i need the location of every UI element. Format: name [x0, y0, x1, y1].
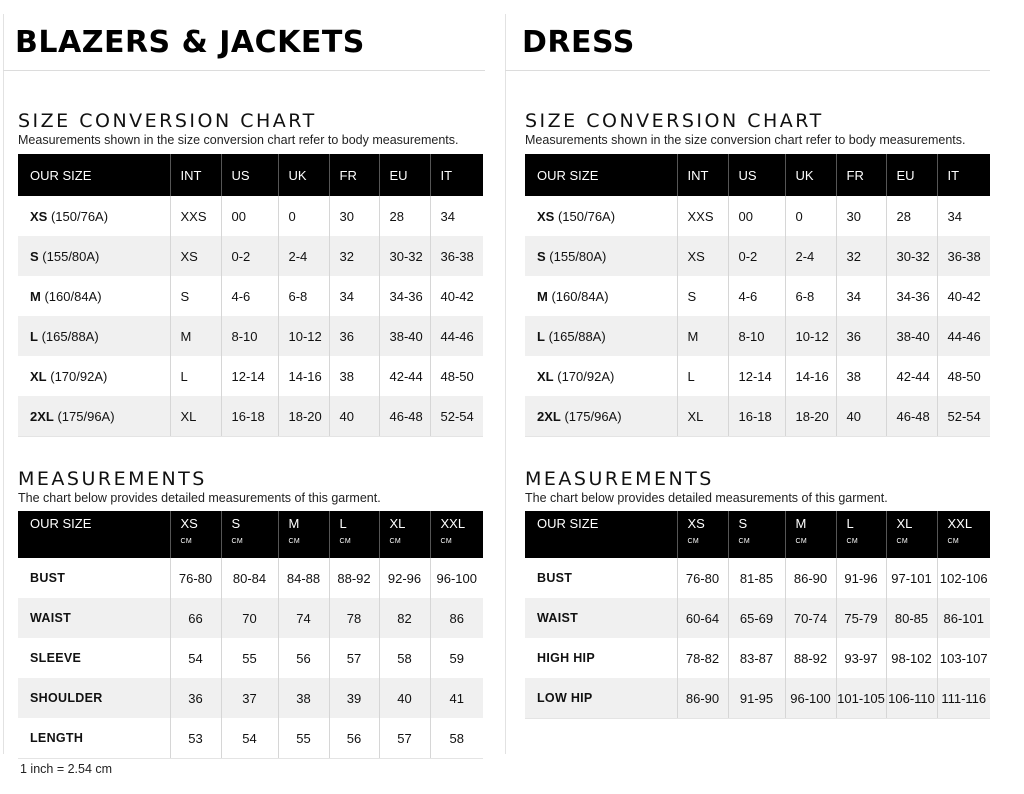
- row-label: WAIST: [18, 598, 170, 638]
- size-label: L: [30, 328, 38, 344]
- table-row: [18, 276, 483, 316]
- column-header: IT: [430, 154, 483, 196]
- table-cell: 48-50: [937, 356, 990, 396]
- body-measure: (155/80A): [42, 248, 100, 264]
- size-cell: [18, 196, 170, 236]
- size-label: XS: [537, 208, 555, 224]
- table-cell: XL: [677, 396, 728, 437]
- body-measure: (150/76A): [557, 208, 616, 224]
- table-cell: 56: [278, 638, 329, 678]
- size-label: XL: [537, 368, 554, 384]
- table-cell: 30: [836, 196, 886, 236]
- table-row: [18, 598, 483, 638]
- table-cell: 37: [221, 678, 278, 718]
- table-cell: L: [170, 356, 221, 396]
- size-conversion-title: SIZE CONVERSION CHART: [525, 110, 824, 132]
- table-cell: 40-42: [937, 276, 990, 316]
- column-header: OUR SIZE: [525, 154, 677, 196]
- table-cell: 111-116: [937, 678, 990, 719]
- size-cell: [525, 236, 677, 276]
- row-label: LENGTH: [18, 718, 170, 759]
- table-cell: 91-95: [728, 678, 785, 719]
- table-cell: XL: [170, 396, 221, 437]
- table-cell: 54: [221, 718, 278, 759]
- table-row: [525, 316, 990, 356]
- table-cell: 40: [379, 678, 430, 718]
- table-cell: 48-50: [430, 356, 483, 396]
- table-cell: 0-2: [728, 236, 785, 276]
- row-label: SLEEVE: [30, 651, 82, 665]
- unit-label: CM: [846, 538, 858, 545]
- dress-panel: [521, 0, 991, 794]
- column-header: INT: [677, 154, 728, 196]
- table-cell: S: [677, 276, 728, 316]
- table-cell: 52-54: [937, 396, 990, 437]
- table-cell: 10-12: [785, 316, 836, 356]
- unit-label: CM: [687, 538, 699, 545]
- unit-label: CM: [896, 538, 908, 545]
- table-header-row: [18, 511, 483, 558]
- unit-label: CM: [339, 538, 351, 545]
- size-label: 2XL: [30, 408, 54, 424]
- blazers-jackets-panel: [14, 0, 484, 794]
- size-label: M: [537, 288, 548, 304]
- unit-label: CM: [389, 538, 401, 545]
- size-label: L: [537, 328, 545, 344]
- table-cell: 88-92: [785, 638, 836, 678]
- size-label: S: [537, 248, 546, 264]
- table-cell: M: [170, 316, 221, 356]
- table-cell: 102-106: [937, 558, 990, 598]
- table-cell: 36: [329, 316, 379, 356]
- column-header: FR: [836, 154, 886, 196]
- size-cell: [525, 196, 677, 236]
- table-cell: 34-36: [379, 276, 430, 316]
- table-cell: 38-40: [379, 316, 430, 356]
- table-cell: 42-44: [886, 356, 937, 396]
- size-cell: [18, 356, 170, 396]
- body-measure: (175/96A): [564, 408, 622, 424]
- table-header-row: [525, 154, 990, 196]
- table-cell: 58: [379, 638, 430, 678]
- unit-label: CM: [180, 538, 192, 545]
- table-cell: M: [677, 316, 728, 356]
- table-cell: 56: [329, 718, 379, 759]
- table-cell: 34: [329, 276, 379, 316]
- column-header: XS CM: [677, 511, 728, 558]
- table-cell: XXS: [677, 196, 728, 236]
- column-header: UK: [278, 154, 329, 196]
- column-header: OUR SIZE: [18, 511, 170, 558]
- column-header: EU: [379, 154, 430, 196]
- measurements-table: [525, 511, 990, 719]
- table-row: [525, 236, 990, 276]
- table-cell: XXS: [170, 196, 221, 236]
- left-panel-divider: [3, 14, 4, 754]
- table-cell: 88-92: [329, 558, 379, 598]
- table-cell: 40: [836, 396, 886, 437]
- column-header: M CM: [278, 511, 329, 558]
- column-header: UK: [785, 154, 836, 196]
- size-cell: [525, 396, 677, 437]
- body-measure: (175/96A): [57, 408, 115, 424]
- table-cell: 93-97: [836, 638, 886, 678]
- table-row: [525, 638, 990, 678]
- table-cell: 76-80: [170, 558, 221, 598]
- table-cell: 34: [430, 196, 483, 236]
- table-cell: 30-32: [379, 236, 430, 276]
- table-row: [18, 396, 483, 437]
- table-row: [525, 396, 990, 437]
- table-cell: 0-2: [221, 236, 278, 276]
- table-cell: 12-14: [728, 356, 785, 396]
- table-cell: 40-42: [430, 276, 483, 316]
- unit-label: CM: [738, 538, 750, 545]
- table-row: [525, 356, 990, 396]
- table-row: [18, 638, 483, 678]
- table-cell: 18-20: [785, 396, 836, 437]
- column-header: XL CM: [886, 511, 937, 558]
- table-cell: 70: [221, 598, 278, 638]
- column-header: M CM: [785, 511, 836, 558]
- table-cell: 34: [937, 196, 990, 236]
- row-label: BUST: [30, 571, 66, 585]
- row-label: BUST: [537, 571, 573, 585]
- table-cell: 58: [430, 718, 483, 759]
- table-cell: L: [677, 356, 728, 396]
- table-cell: 14-16: [785, 356, 836, 396]
- panel-title: DRESS: [522, 25, 635, 60]
- table-header-row: [18, 154, 483, 196]
- size-label: M: [30, 288, 41, 304]
- size-conversion-subtitle: Measurements shown in the size conversion chart refer to body measurements.: [18, 133, 459, 147]
- table-cell: 86-90: [785, 558, 836, 598]
- table-cell: 55: [278, 718, 329, 759]
- table-cell: 55: [221, 638, 278, 678]
- table-cell: 86-90: [677, 678, 728, 719]
- table-row: [18, 236, 483, 276]
- table-cell: 84-88: [278, 558, 329, 598]
- column-header: L CM: [329, 511, 379, 558]
- table-row: [525, 678, 990, 719]
- table-cell: 36-38: [430, 236, 483, 276]
- table-cell: 38: [329, 356, 379, 396]
- body-measure: (165/88A): [41, 328, 99, 344]
- table-cell: 103-107: [937, 638, 990, 678]
- table-cell: 41: [430, 678, 483, 718]
- column-header: OUR SIZE: [18, 154, 170, 196]
- panel-title: BLAZERS & JACKETS: [15, 25, 365, 60]
- size-cell: [18, 276, 170, 316]
- size-cell: [525, 356, 677, 396]
- table-cell: 2-4: [278, 236, 329, 276]
- unit-label: CM: [440, 538, 452, 545]
- table-cell: 42-44: [379, 356, 430, 396]
- table-cell: 30: [329, 196, 379, 236]
- table-cell: 44-46: [430, 316, 483, 356]
- table-cell: 34: [836, 276, 886, 316]
- column-header: XL CM: [379, 511, 430, 558]
- table-cell: 4-6: [221, 276, 278, 316]
- size-conversion-table: [18, 154, 483, 437]
- table-cell: 91-96: [836, 558, 886, 598]
- body-measure: (165/88A): [548, 328, 606, 344]
- body-measure: (150/76A): [50, 208, 109, 224]
- table-cell: 53: [170, 718, 221, 759]
- table-row: [18, 356, 483, 396]
- table-cell: 44-46: [937, 316, 990, 356]
- size-conversion-title: SIZE CONVERSION CHART: [18, 110, 317, 132]
- table-cell: 38-40: [886, 316, 937, 356]
- table-row: [18, 196, 483, 236]
- size-cell: [525, 316, 677, 356]
- table-cell: 65-69: [728, 598, 785, 638]
- table-cell: 30-32: [886, 236, 937, 276]
- size-conversion-table: [525, 154, 990, 437]
- row-label: LOW HIP: [525, 678, 677, 719]
- size-label: S: [30, 248, 39, 264]
- column-header: FR: [329, 154, 379, 196]
- table-cell: 28: [886, 196, 937, 236]
- body-measure: (155/80A): [549, 248, 607, 264]
- table-row: [525, 598, 990, 638]
- unit-label: CM: [795, 538, 807, 545]
- table-cell: 57: [379, 718, 430, 759]
- column-header: US: [728, 154, 785, 196]
- table-cell: 0: [278, 196, 329, 236]
- table-cell: 40: [329, 396, 379, 437]
- unit-footnote: 1 inch = 2.54 cm: [20, 762, 113, 776]
- table-cell: S: [170, 276, 221, 316]
- column-header: S CM: [221, 511, 278, 558]
- body-measure: (160/84A): [551, 288, 609, 304]
- table-cell: 92-96: [379, 558, 430, 598]
- table-cell: 97-101: [886, 558, 937, 598]
- measurements-subtitle: The chart below provides detailed measurements of this garment.: [18, 491, 381, 505]
- table-cell: 0: [785, 196, 836, 236]
- table-cell: 78: [329, 598, 379, 638]
- column-header: XXL CM: [430, 511, 483, 558]
- table-cell: 86-101: [937, 598, 990, 638]
- measurements-table: [18, 511, 483, 759]
- table-cell: 82: [379, 598, 430, 638]
- table-cell: 28: [379, 196, 430, 236]
- row-label: SHOULDER: [18, 678, 170, 718]
- center-panel-divider: [505, 14, 506, 754]
- table-cell: 46-48: [379, 396, 430, 437]
- table-cell: 38: [278, 678, 329, 718]
- unit-label: CM: [947, 538, 959, 545]
- table-cell: 32: [329, 236, 379, 276]
- table-cell: 52-54: [430, 396, 483, 437]
- table-cell: 80-85: [886, 598, 937, 638]
- table-cell: 12-14: [221, 356, 278, 396]
- table-cell: 16-18: [221, 396, 278, 437]
- table-cell: 60-64: [677, 598, 728, 638]
- unit-label: CM: [231, 538, 243, 545]
- table-cell: 8-10: [728, 316, 785, 356]
- column-header: XXL CM: [937, 511, 990, 558]
- table-row: [525, 558, 990, 598]
- table-cell: 00: [221, 196, 278, 236]
- table-cell: 57: [329, 638, 379, 678]
- table-cell: 46-48: [886, 396, 937, 437]
- table-cell: 16-18: [728, 396, 785, 437]
- table-cell: 6-8: [278, 276, 329, 316]
- table-cell: 18-20: [278, 396, 329, 437]
- table-cell: 78-82: [677, 638, 728, 678]
- size-label: XL: [30, 368, 47, 384]
- table-cell: 38: [836, 356, 886, 396]
- size-label: 2XL: [537, 408, 561, 424]
- measurements-subtitle: The chart below provides detailed measurements of this garment.: [525, 491, 888, 505]
- row-label: WAIST: [525, 598, 677, 638]
- table-cell: 32: [836, 236, 886, 276]
- body-measure: (170/92A): [50, 368, 108, 384]
- column-header: XS CM: [170, 511, 221, 558]
- table-cell: 00: [728, 196, 785, 236]
- table-cell: 54: [170, 638, 221, 678]
- table-cell: 83-87: [728, 638, 785, 678]
- table-cell: 70-74: [785, 598, 836, 638]
- table-header-row: [525, 511, 990, 558]
- table-cell: 2-4: [785, 236, 836, 276]
- table-row: [18, 678, 483, 718]
- table-row: [525, 196, 990, 236]
- measurements-title: MEASUREMENTS: [525, 468, 714, 490]
- table-cell: 74: [278, 598, 329, 638]
- table-cell: 75-79: [836, 598, 886, 638]
- table-cell: 10-12: [278, 316, 329, 356]
- table-row: [525, 276, 990, 316]
- table-cell: 34-36: [886, 276, 937, 316]
- table-cell: 4-6: [728, 276, 785, 316]
- column-header: INT: [170, 154, 221, 196]
- table-cell: 6-8: [785, 276, 836, 316]
- table-cell: 14-16: [278, 356, 329, 396]
- table-cell: 96-100: [430, 558, 483, 598]
- table-cell: 76-80: [677, 558, 728, 598]
- column-header: L CM: [836, 511, 886, 558]
- column-header: IT: [937, 154, 990, 196]
- table-cell: 98-102: [886, 638, 937, 678]
- unit-label: CM: [288, 538, 300, 545]
- table-cell: 106-110: [886, 678, 937, 719]
- table-cell: 36: [170, 678, 221, 718]
- table-cell: 101-105: [836, 678, 886, 719]
- body-measure: (170/92A): [557, 368, 615, 384]
- size-cell: [18, 316, 170, 356]
- table-row: [18, 316, 483, 356]
- table-row: [18, 558, 483, 598]
- size-cell: [18, 236, 170, 276]
- table-cell: 36-38: [937, 236, 990, 276]
- column-header: S CM: [728, 511, 785, 558]
- size-conversion-subtitle: Measurements shown in the size conversion chart refer to body measurements.: [525, 133, 966, 147]
- table-row: [18, 718, 483, 759]
- table-cell: 80-84: [221, 558, 278, 598]
- column-header: OUR SIZE: [525, 511, 677, 558]
- table-cell: 86: [430, 598, 483, 638]
- table-cell: 66: [170, 598, 221, 638]
- column-header: EU: [886, 154, 937, 196]
- column-header: US: [221, 154, 278, 196]
- body-measure: (160/84A): [44, 288, 102, 304]
- size-cell: [525, 276, 677, 316]
- table-cell: 81-85: [728, 558, 785, 598]
- table-cell: 59: [430, 638, 483, 678]
- table-cell: 39: [329, 678, 379, 718]
- size-label: XS: [30, 208, 48, 224]
- table-cell: 36: [836, 316, 886, 356]
- measurements-title: MEASUREMENTS: [18, 468, 207, 490]
- table-cell: 96-100: [785, 678, 836, 719]
- table-cell: XS: [170, 236, 221, 276]
- table-cell: 8-10: [221, 316, 278, 356]
- size-cell: [18, 396, 170, 437]
- table-cell: XS: [677, 236, 728, 276]
- row-label: HIGH HIP: [537, 651, 595, 665]
